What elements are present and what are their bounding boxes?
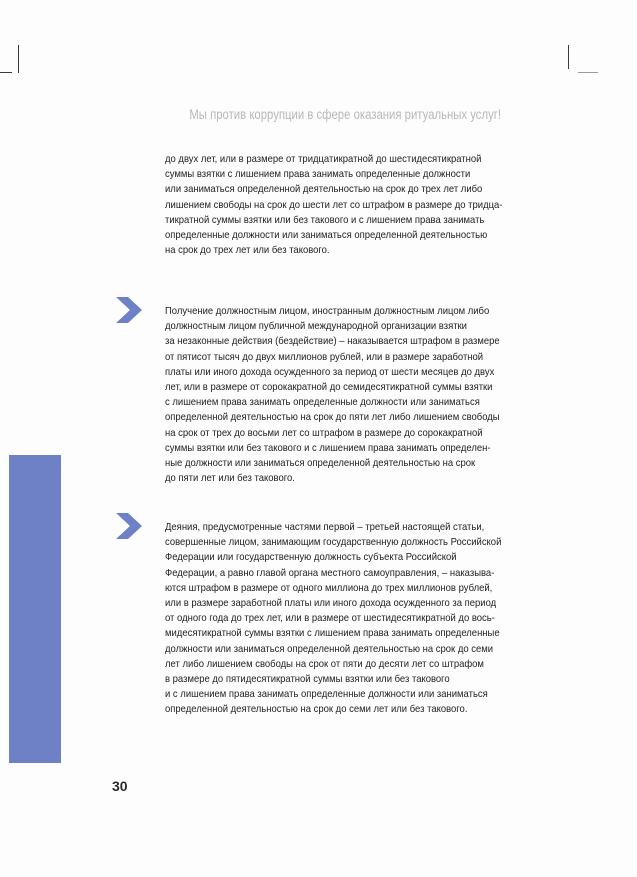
text-line: или заниматься определенной деятельностью на срок до трех лет либо	[165, 184, 483, 196]
text-line: определенные должности или заниматься определенной деятельностью	[165, 230, 488, 242]
text-line: в размере до пятидесятикратной суммы взятки или без такового	[165, 674, 450, 686]
text-line: за незаконные действия (бездействие) – наказывается штрафом в размере	[165, 336, 500, 348]
paragraph-3	[165, 520, 531, 718]
paragraph-2	[165, 304, 529, 486]
crop-mark-left-vertical	[18, 45, 19, 73]
text-line: от одного года до трех лет, или в размере от шестидесятикратной до вось-	[165, 613, 495, 625]
text-line: суммы взятки с лишением права занимать определенные должности	[165, 169, 471, 181]
text-line: ные должности или заниматься определенной деятельностью на срок	[165, 458, 476, 470]
text-line: Получение должностным лицом, иностранным должностным лицом либо	[165, 306, 490, 317]
text-line: должностным лицом публичной международной организации взятки	[165, 321, 467, 333]
crop-mark-right-horizontal	[578, 72, 598, 73]
text-line: Федерации или государственную должность субъекта Российской	[165, 552, 457, 564]
running-header: Мы против коррупции в сфере оказания ритуальных услуг!	[189, 107, 501, 122]
text-line: Деяния, предусмотренные частями первой – третьей настоящей статьи,	[165, 522, 485, 533]
text-line: Федерации, а равно главой органа местного самоуправления, – наказыва-	[165, 567, 495, 579]
text-line: с лишением права занимать определенные должности или заниматься	[165, 397, 480, 409]
text-line: на срок от трех до восьми лет со штрафом в размере до сорокакратной	[165, 427, 483, 439]
text-line: лет, или в размере от сорокакратной до семидесятикратной суммы взятки	[165, 382, 493, 394]
text-line: должности или заниматься определенной деятельностью на срок до семи	[165, 643, 494, 655]
text-line: до пяти лет или без такового.	[165, 473, 295, 485]
crop-mark-right-vertical	[568, 45, 569, 69]
text-line: и с лишением права занимать определенные должности или заниматься	[165, 689, 488, 701]
text-line: определенной деятельностью на срок до пяти лет либо лишением свободы	[165, 412, 500, 424]
chevron-right-icon	[114, 295, 144, 325]
crop-mark-left-horizontal	[0, 72, 12, 73]
text-line: от пятисот тысяч до двух миллионов рублей, или в размере заработной	[165, 351, 484, 363]
text-line: определенной деятельностью на срок до семи лет или без такового.	[165, 704, 468, 716]
text-line: совершенные лицом, занимающим государственную должность Российской	[165, 537, 502, 549]
accent-sidebar-bar	[9, 455, 61, 763]
text-line: мидесятикратной суммы взятки с лишением права занимать определенные	[165, 628, 500, 640]
text-line: лишением свободы на срок до шести лет со штрафом в размере до тридца-	[165, 199, 503, 211]
text-line: платы или иного дохода осужденного за период от шести месяцев до двух	[165, 366, 495, 378]
paragraph-1	[165, 152, 532, 258]
text-line: или в размере заработной платы или иного дохода осужденного за период	[165, 598, 497, 610]
text-line: суммы взятки или без такового и с лишением права занимать определен-	[165, 442, 491, 454]
text-line: на срок до трех лет или без такового.	[165, 245, 330, 257]
text-line: лет либо лишением свободы на срок от пяти до десяти лет со штрафом	[165, 658, 484, 670]
text-line: тикратной суммы взятки или без такового и с лишением права занимать	[165, 214, 485, 226]
chevron-right-icon	[114, 511, 144, 541]
text-line: до двух лет, или в размере от тридцатикратной до шестидесятикратной	[165, 154, 482, 165]
text-line: ются штрафом в размере от одного миллиона до трех миллионов рублей,	[165, 582, 493, 594]
page-number: 30	[112, 778, 128, 794]
